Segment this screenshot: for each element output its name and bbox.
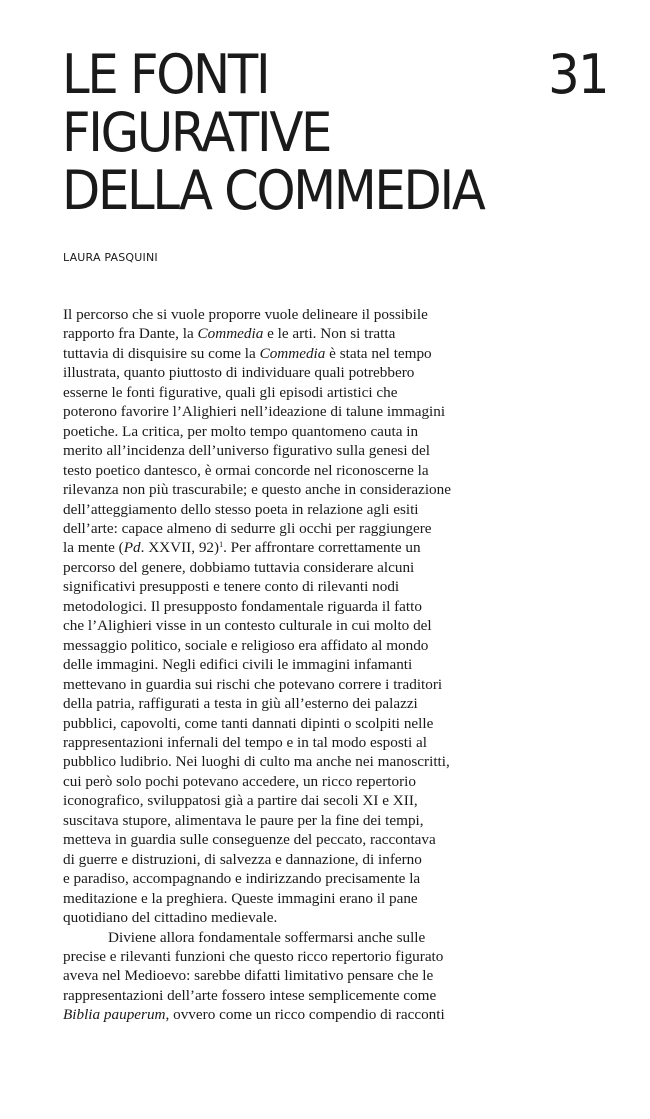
author-name: LAURA PASQUINI [63,251,158,264]
body-line: mettevano in guardia sui rischi che potevano correre i traditori [63,675,443,693]
body-line: pubblici, capovolti, come tanti dannati dipinti o scolpiti nelle [63,714,434,732]
body-line: della patria, raffigurati a testa in giù all’esterno dei palazzi [63,695,418,713]
body-line: metodologici. Il presupposto fondamentale riguarda il fatto [63,597,422,615]
body-line: rapporto fra Dante, la Commedia e le arti. Non si tratta [63,325,396,343]
body-line: Biblia pauperum, ovvero come un ricco compendio di racconti [63,1006,445,1024]
body-line: meditazione e la preghiera. Queste immagini erano il pane [63,889,418,907]
body-line: delle immagini. Negli edifici civili le immagini infamanti [63,656,413,674]
body-line: testo poetico dantesco, è ormai concorde nel riconoscerne la [63,461,429,479]
body-line: dell’atteggiamento dello stesso poeta in relazione agli esiti [63,500,419,518]
body-line: quotidiano del cittadino medievale. [63,909,278,927]
body-line: e paradiso, accompagnando e indirizzando precisamente la [63,870,421,888]
body-line: Il percorso che si vuole proporre vuole delineare il possibile [63,306,428,323]
body-line: rappresentazioni dell’arte fossero intese semplicemente come [63,986,437,1004]
page-number: 31 [548,43,608,106]
body-line: illustrata, quanto piuttosto di individuare quali potrebbero [63,364,415,382]
body-line: che l’Alighieri visse in un contesto culturale in cui molto del [63,617,432,635]
body-line: merito all’incidenza dell’universo figurativo sulla genesi del [63,442,430,460]
body-line: rilevanza non più trascurabile; e questo anche in considerazione [63,481,451,499]
body-line: poetiche. La critica, per molto tempo quantomeno cauta in [63,422,419,440]
body-line: messaggio politico, sociale e religioso era affidato al mondo [63,636,429,654]
body-line: tuttavia di disquisire su come la Commedia è stata nel tempo [63,344,432,362]
body-line: iconografico, sviluppatosi già a partire dai secoli XI e XII, [63,792,418,810]
body-line: aveva nel Medioevo: sarebbe difatti limitativo pensare che le [63,967,434,985]
body-line: cui però solo pochi potevano accedere, un ricco repertorio [63,772,416,790]
body-line: poterono favorire l’Alighieri nell’ideazione di talune immagini [63,403,446,421]
body-line: pubblico ludibrio. Nei luoghi di culto ma anche nei manoscritti, [63,753,450,771]
body-line: metteva in guardia sulle conseguenze del peccato, raccontava [63,831,436,849]
chapter-title-line: FIGURATIVE [62,101,331,164]
body-line: significativi presupposti e tenere conto di rilevanti nodi [63,578,400,596]
chapter-title [62,43,522,222]
body-line: esserne le fonti figurative, quali gli episodi artistici che [63,383,398,401]
body-line: percorso del genere, dobbiamo tuttavia considerare alcuni [63,558,415,576]
body-line: di guerre e distruzioni, di salvezza e dannazione, di inferno [63,850,422,868]
body-line: suscitava stupore, alimentava le paure per la fine dei tempi, [63,811,424,829]
body-text [63,305,503,1025]
chapter-title-line: LE FONTI [62,43,269,106]
body-line: precise e rilevanti funzioni che questo ricco repertorio figurato [63,947,444,965]
chapter-title-line: DELLA COMMEDIA [62,159,484,222]
body-line: la mente (Pd. XXVII, 92)$^1$. Per affrontare correttamente un [63,539,421,557]
body-line: Diviene allora fondamentale soffermarsi anche sulle [108,928,426,946]
body-line: dell’arte: capace almeno di sedurre gli occhi per raggiungere [63,519,432,537]
body-line: rappresentazioni infernali del tempo e in tal modo esposti al [63,733,427,751]
